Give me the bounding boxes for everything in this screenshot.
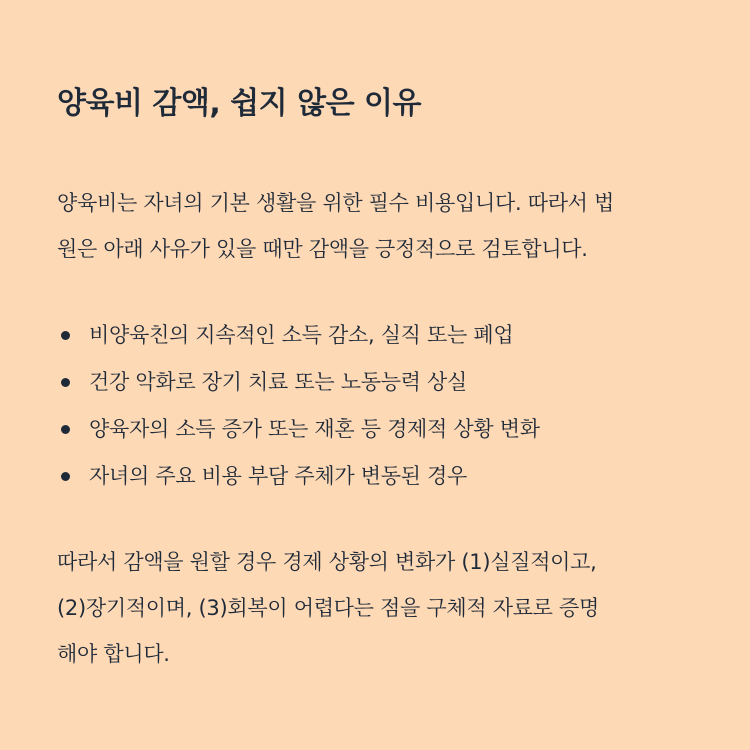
list-item <box>57 359 540 406</box>
bullet-dot-icon <box>61 331 70 340</box>
list-item <box>57 406 540 453</box>
intro-paragraph <box>57 180 697 272</box>
list-item <box>57 453 540 500</box>
list-item-text: 비양육친의 지속적인 소득 감소, 실직 또는 폐업 <box>89 323 514 347</box>
conclusion-line: 따라서 감액을 원할 경우 경제 상황의 변화가 (1)실질적이고, <box>57 550 597 574</box>
list-item-text: 양육자의 소득 증가 또는 재혼 등 경제적 상황 변화 <box>89 417 540 441</box>
conclusion-paragraph <box>57 539 707 677</box>
intro-line: 원은 아래 사유가 있을 때만 감액을 긍정적으로 검토합니다. <box>57 237 588 261</box>
page-title: 양육비 감액, 쉽지 않은 이유 <box>57 86 421 121</box>
conclusion-line: 해야 합니다. <box>57 642 170 666</box>
reason-list <box>57 312 540 500</box>
intro-line: 양육비는 자녀의 기본 생활을 위한 필수 비용입니다. 따라서 법 <box>57 191 615 215</box>
bullet-dot-icon <box>61 472 70 481</box>
list-item-text: 자녀의 주요 비용 부담 주체가 변동된 경우 <box>89 464 468 488</box>
conclusion-line: (2)장기적이며, (3)회복이 어렵다는 점을 구체적 자료로 증명 <box>57 596 600 620</box>
list-item <box>57 312 540 359</box>
bullet-dot-icon <box>61 378 70 387</box>
list-item-text: 건강 악화로 장기 치료 또는 노동능력 상실 <box>89 370 468 394</box>
bullet-dot-icon <box>61 425 70 434</box>
